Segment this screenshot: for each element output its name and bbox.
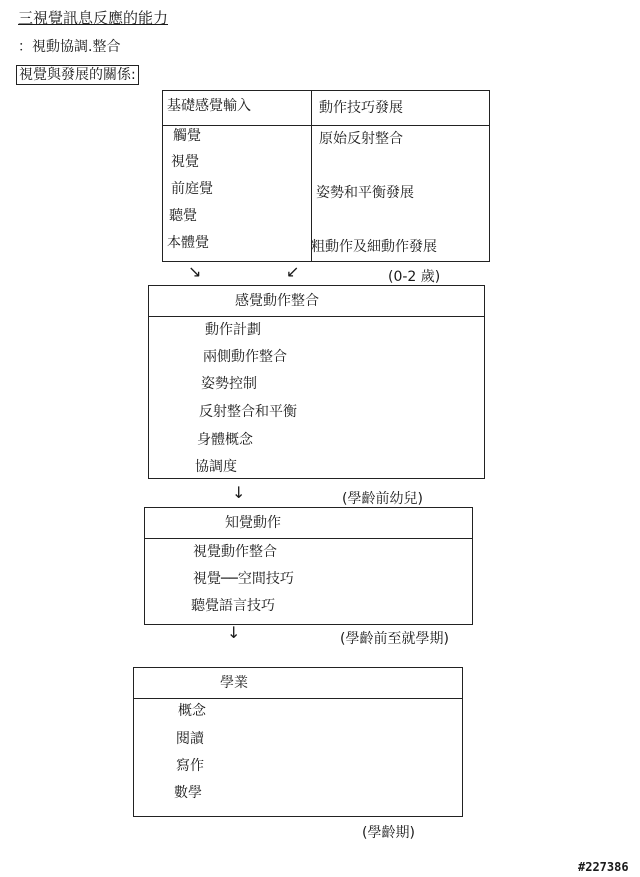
list-item: 兩側動作整合 bbox=[203, 349, 287, 365]
list-item: 視覺──空間技巧 bbox=[193, 571, 294, 587]
table-column-divider bbox=[311, 91, 312, 261]
motor-item: 粗動作及細動作發展 bbox=[311, 239, 437, 255]
page-title: 三視覺訊息反應的能力 bbox=[18, 9, 169, 27]
sensory-item: 前庭覺 bbox=[171, 181, 213, 197]
list-item: 閱讀 bbox=[176, 731, 204, 747]
page-subtitle: ：視動協調.整合 bbox=[18, 39, 121, 55]
box-header-divider bbox=[149, 316, 484, 317]
sensory-item: 觸覺 bbox=[173, 128, 201, 144]
list-item: 協調度 bbox=[195, 459, 237, 475]
list-item: 概念 bbox=[178, 703, 206, 719]
table-header-divider bbox=[163, 125, 489, 126]
arrow-down: ↓ bbox=[227, 623, 241, 642]
list-item: 反射整合和平衡 bbox=[199, 404, 297, 420]
age-note: (學齡前幼兒) bbox=[342, 491, 423, 507]
box-header: 感覺動作整合 bbox=[235, 293, 319, 309]
list-item: 聽覺語言技巧 bbox=[191, 598, 275, 614]
age-note: (學齡前至就學期) bbox=[340, 631, 449, 647]
table-header-right: 動作技巧發展 bbox=[319, 100, 403, 116]
sensory-item: 聽覺 bbox=[169, 208, 197, 224]
list-item: 數學 bbox=[174, 785, 202, 801]
age-note: (0-2 歲) bbox=[388, 269, 441, 285]
list-item: 身體概念 bbox=[197, 432, 253, 448]
arrow-down-right: ↘ bbox=[188, 262, 202, 281]
sensorimotor-box bbox=[148, 285, 485, 479]
arrow-down-left: ↙ bbox=[286, 262, 300, 281]
list-item: 動作計劃 bbox=[205, 322, 261, 338]
age-note: (學齡期) bbox=[362, 825, 415, 841]
list-item: 姿勢控制 bbox=[201, 376, 257, 392]
arrow-down: ↓ bbox=[232, 483, 246, 502]
serial-number: #227386 bbox=[578, 860, 629, 874]
sensory-item: 視覺 bbox=[171, 154, 199, 170]
table-header-left: 基礎感覺輸入 bbox=[167, 98, 251, 114]
section-label: 視覺與發展的關係: bbox=[16, 65, 139, 85]
sensory-item: 本體覺 bbox=[167, 235, 209, 251]
motor-item: 原始反射整合 bbox=[319, 131, 403, 147]
motor-item: 姿勢和平衡發展 bbox=[316, 185, 414, 201]
box-header: 知覺動作 bbox=[225, 515, 281, 531]
perceptual-motor-box bbox=[144, 507, 473, 625]
sensory-input-table bbox=[162, 90, 490, 262]
box-header-divider bbox=[145, 538, 472, 539]
list-item: 視覺動作整合 bbox=[193, 544, 277, 560]
list-item: 寫作 bbox=[176, 758, 204, 774]
box-header: 學業 bbox=[220, 675, 248, 691]
academic-box bbox=[133, 667, 463, 817]
box-header-divider bbox=[134, 698, 462, 699]
